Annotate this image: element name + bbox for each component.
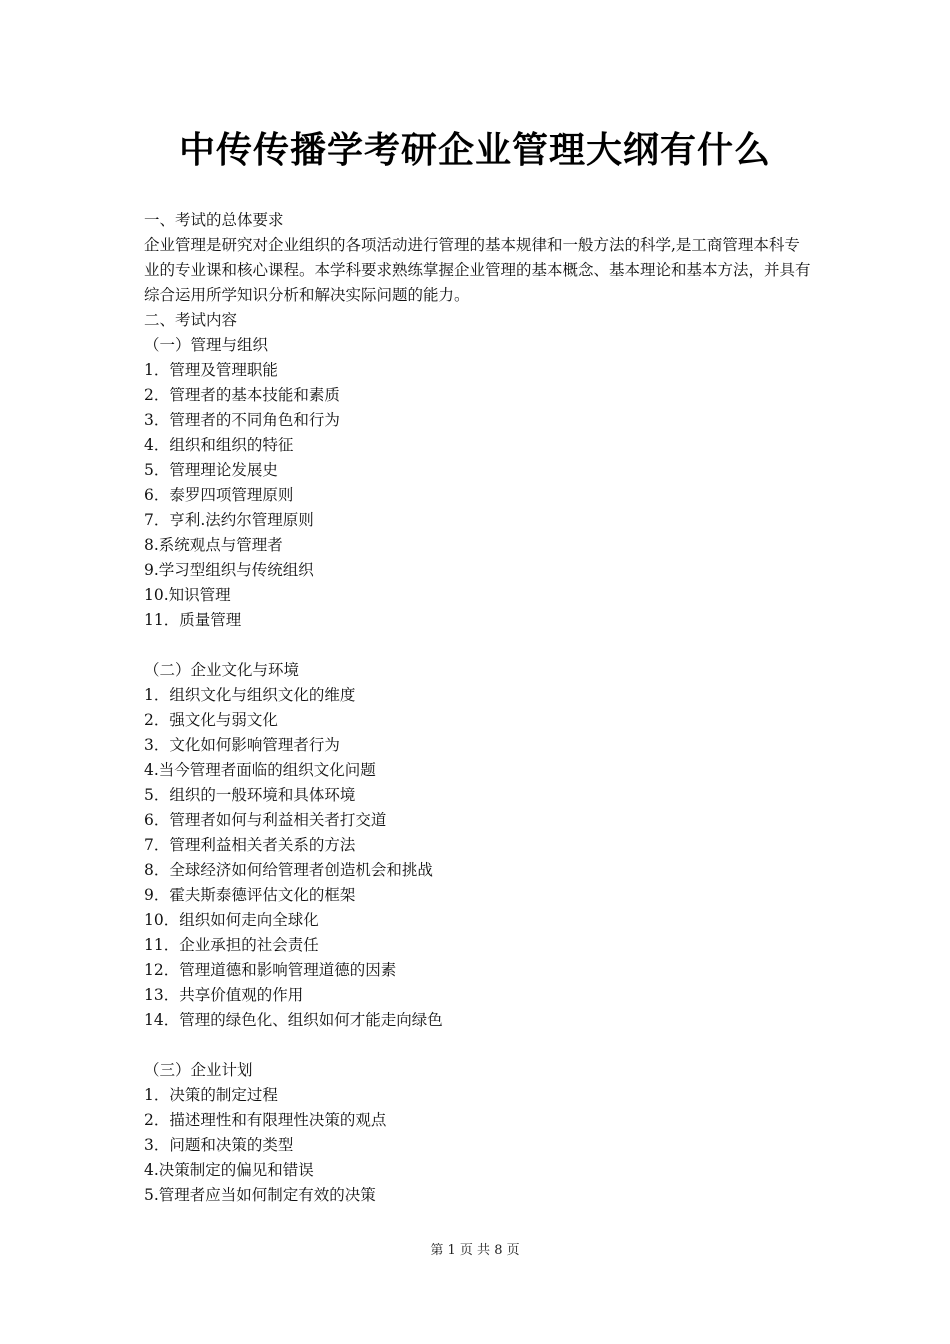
blank-line <box>144 1033 814 1058</box>
list-item: 2．强文化与弱文化 <box>144 711 278 729</box>
document-title: 中传传播学考研企业管理大纲有什么 <box>178 129 771 171</box>
list-item: 3．文化如何影响管理者行为 <box>144 736 340 754</box>
list-item: 3．管理者的不同角色和行为 <box>144 411 340 429</box>
list-item: 11．质量管理 <box>144 611 242 629</box>
list-item: 9．霍夫斯泰德评估文化的框架 <box>144 886 356 904</box>
list-item: 6．管理者如何与利益相关者打交道 <box>144 811 387 829</box>
list-item: 1．决策的制定过程 <box>144 1086 278 1104</box>
list-item: 9.学习型组织与传统组织 <box>144 561 314 579</box>
list-item: 5．组织的一般环境和具体环境 <box>144 786 356 804</box>
section-heading: 一、考试的总体要求 <box>144 211 284 229</box>
page-footer: 第 1 页 共 8 页 <box>430 1243 520 1258</box>
list-item: 6．泰罗四项管理原则 <box>144 486 294 504</box>
list-item: 10.知识管理 <box>144 586 231 604</box>
list-item: 5．管理理论发展史 <box>144 461 278 479</box>
subsection-heading: （二）企业文化与环境 <box>144 661 300 679</box>
list-item: 8.系统观点与管理者 <box>144 536 283 554</box>
list-item: 2．描述理性和有限理性决策的观点 <box>144 1111 387 1129</box>
list-item: 2．管理者的基本技能和素质 <box>144 386 340 404</box>
list-item: 14．管理的绿色化、组织如何才能走向绿色 <box>144 1011 443 1029</box>
blank-line <box>144 633 814 658</box>
list-item: 3．问题和决策的类型 <box>144 1136 294 1154</box>
paragraph: 企业管理是研究对企业组织的各项活动进行管理的基本规律和一般方法的科学,是工商管理本科专业的专业课和核心课程。本学科要求熟练掌握企业管理的基本概念、基本理论和基本方法，并具有综合运用所学知识分析和解决实际问题的能力。 <box>144 236 811 304</box>
list-item: 8．全球经济如何给管理者创造机会和挑战 <box>144 861 433 879</box>
subsection-heading: （三）企业计划 <box>144 1061 253 1079</box>
list-item: 10．组织如何走向全球化 <box>144 911 319 929</box>
list-item: 13．共享价值观的作用 <box>144 986 304 1004</box>
list-item: 7．亨利.法约尔管理原则 <box>144 511 314 529</box>
document-body <box>144 208 814 1208</box>
list-item: 4.当今管理者面临的组织文化问题 <box>144 761 376 779</box>
subsection-heading: （一）管理与组织 <box>144 336 269 354</box>
list-item: 7．管理利益相关者关系的方法 <box>144 836 356 854</box>
list-item: 1．组织文化与组织文化的维度 <box>144 686 356 704</box>
list-item: 4．组织和组织的特征 <box>144 436 294 454</box>
list-item: 4.决策制定的偏见和错误 <box>144 1161 314 1179</box>
list-item: 1．管理及管理职能 <box>144 361 278 379</box>
section-heading: 二、考试内容 <box>144 311 238 329</box>
list-item: 11．企业承担的社会责任 <box>144 936 319 954</box>
list-item: 12．管理道德和影响管理道德的因素 <box>144 961 397 979</box>
list-item: 5.管理者应当如何制定有效的决策 <box>144 1186 376 1204</box>
